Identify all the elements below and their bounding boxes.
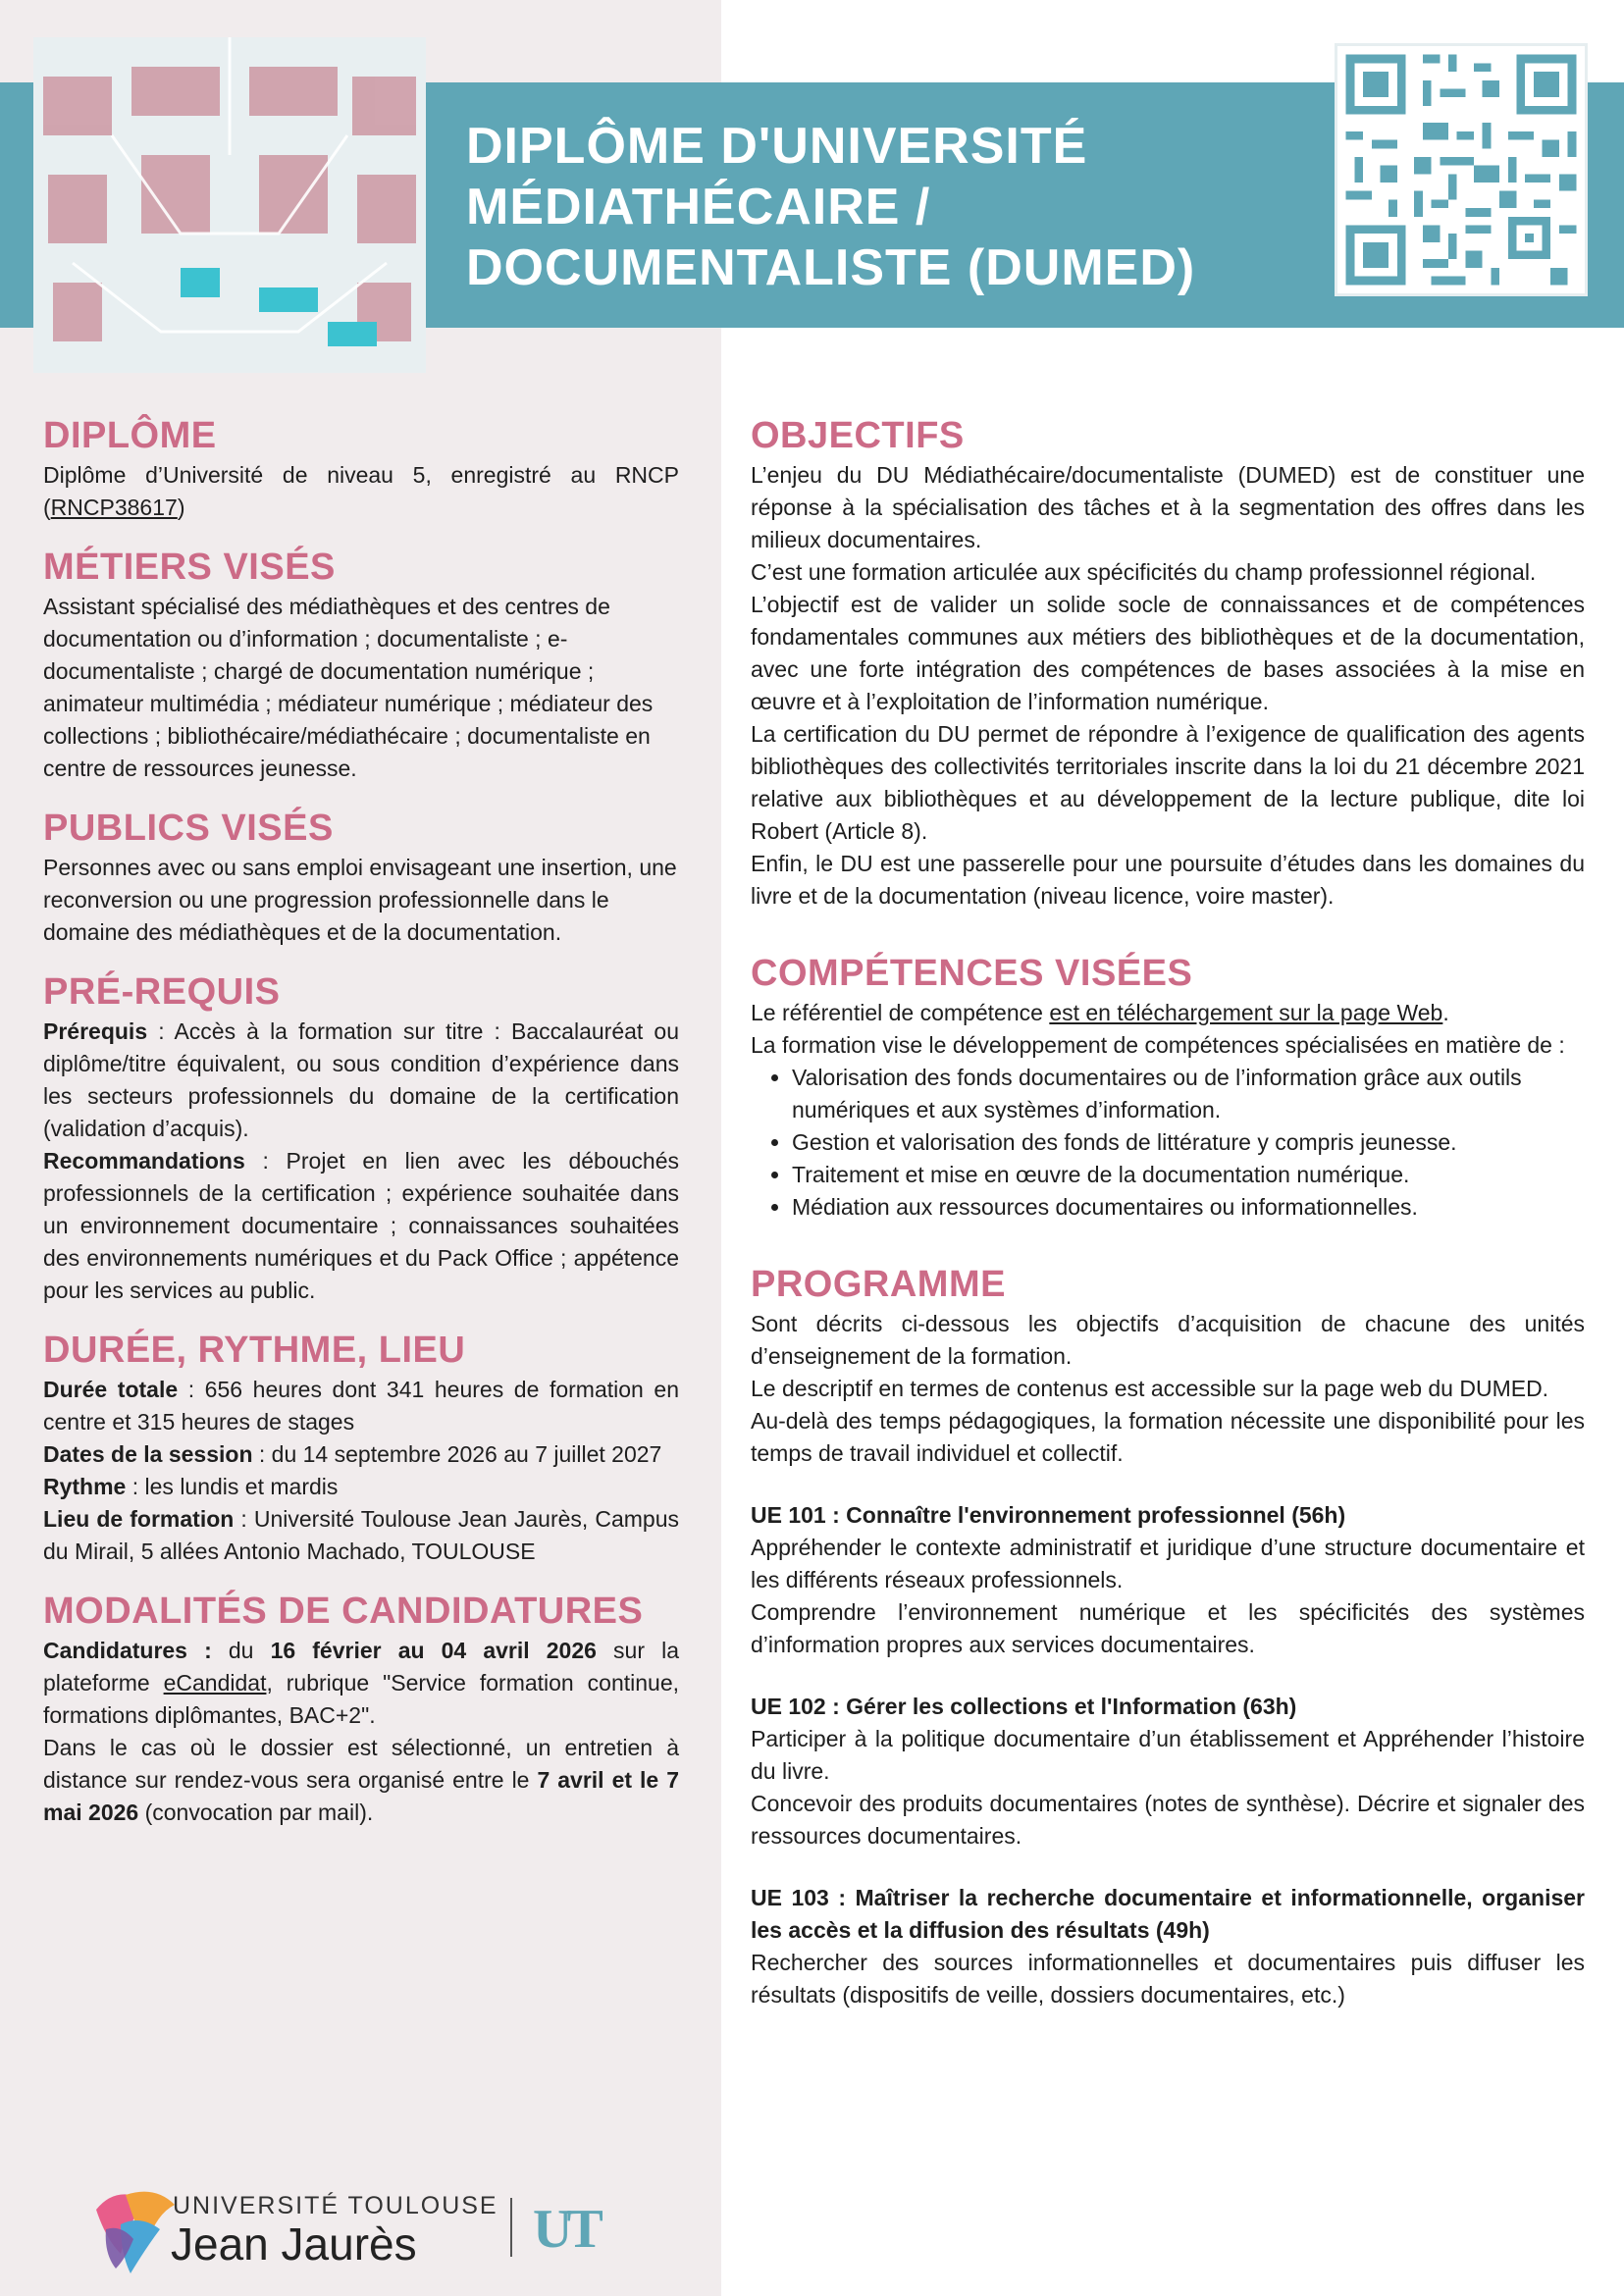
section-objectifs — [751, 412, 1585, 913]
ue-title — [751, 1691, 1585, 1723]
ue-101-p1: Appréhender le contexte administratif et juridique d’une structure documentaire et les différents réseaux professionnels. — [751, 1535, 1585, 1592]
competences-intro-b: . — [1442, 1000, 1449, 1025]
dates-text — [43, 1438, 679, 1471]
candidatures-text-b: sur la plateforme — [43, 1638, 679, 1696]
section-metiers — [43, 544, 679, 785]
section-diplome — [43, 412, 679, 524]
list-item: • Traitement et mise en œuvre de la documentation numérique. — [792, 1159, 1585, 1191]
page-title — [466, 116, 1330, 298]
section-modalites — [43, 1588, 679, 1829]
ecandidat-link[interactable]: eCandidat — [163, 1670, 267, 1696]
lieu-text — [43, 1503, 679, 1568]
publics-text: Personnes avec ou sans emploi envisageant une insertion, une reconversion ou une progression professionnelle dans le domaine des médiathèques et de la documentation. — [43, 855, 677, 945]
heading-prerequis: PRÉ-REQUIS — [43, 971, 281, 1013]
candidatures-text-c: , rubrique "Service formation continue, formations diplômantes, BAC+2". — [43, 1670, 679, 1728]
ue-103-p1: Rechercher des sources informationnelles et documentaires puis diffuser les résultats (dispositifs de veille, dossiers documentaires, etc.) — [751, 1950, 1585, 2008]
rythme-body: : les lundis et mardis — [126, 1474, 339, 1499]
heading-objectifs: OBJECTIFS — [751, 415, 965, 456]
section-duree — [43, 1327, 679, 1568]
diplome-text-body: Diplôme d’Université de niveau 5, enregistré au RNCP ( — [43, 462, 679, 520]
ue-103-title: UE 103 : Maîtriser la recherche documentaire et informationnelle, organiser les accès et la diffusion des résultats (49h) — [751, 1885, 1585, 1943]
metiers-text: Assistant spécialisé des médiathèques et des centres de documentation ou d’information ; documentaliste ; e-documentaliste ; chargé de documentation numérique ; animateur multimédia ; médiateur numérique ; médiateur des collections ; bibliothécaire/médiathécaire ; documentaliste en centre de ressources jeunesse. — [43, 594, 654, 781]
university-name-line1: UNIVERSITÉ TOULOUSE — [173, 2192, 498, 2219]
candidatures-label: Candidatures : — [43, 1638, 212, 1663]
rythme-text — [43, 1471, 679, 1503]
recommandations-body: : Projet en lien avec les débouchés professionnels de la certification ; expérience souhaitée dans un environnement documentaire ; connaissances souhaitées des environnements numériques et du Pack Office ; appétence pour les services au public. — [43, 1148, 679, 1303]
library-photo — [33, 37, 426, 373]
list-item: • Médiation aux ressources documentaires ou informationnelles. — [792, 1191, 1585, 1224]
ue-101 — [751, 1499, 1585, 1661]
objectifs-p2: C’est une formation articulée aux spécificités du champ professionnel régional. — [751, 559, 1537, 585]
prerequis-text — [43, 1016, 679, 1145]
programme-p2: Le descriptif en termes de contenus est accessible sur la page web du DUMED. — [751, 1376, 1549, 1401]
section-competences — [751, 950, 1585, 1224]
ue-103 — [751, 1882, 1585, 2011]
recommandations-label: Recommandations — [43, 1148, 245, 1174]
objectifs-p5: Enfin, le DU est une passerelle pour une poursuite d’études dans les domaines du livre et de la documentation (niveau licence, voire master). — [751, 851, 1585, 909]
objectifs-p1: L’enjeu du DU Médiathécaire/documentaliste (DUMED) est de constituer une réponse à la spécialisation des tâches et à la segmentation des offres dans les milieux documentaires. — [751, 462, 1585, 552]
section-programme — [751, 1261, 1585, 2011]
lieu-body: : Université Toulouse Jean Jaurès, Campus du Mirail, 5 allées Antonio Machado, TOULOUSE — [43, 1506, 680, 1564]
programme-p1: Sont décrits ci-dessous les objectifs d’acquisition de chacune des unités d’enseignement de la formation. — [751, 1311, 1585, 1369]
university-emblem-icon — [86, 2180, 184, 2278]
ue-title — [751, 1882, 1585, 1947]
entretien-dates: 7 avril et le 7 mai 2026 — [43, 1767, 679, 1825]
duree-body: : 656 heures dont 341 heures de formation en centre et 315 heures de stages — [43, 1377, 679, 1435]
objectifs-p3: L’objectif est de valider un solide socle de connaissances et de compétences fondamentales communes aux métiers des bibliothèques et de la documentation, avec une forte intégration des compétences de bases associées à la mise en œuvre et à l’exploitation de l’information numérique. — [751, 592, 1585, 714]
entretien-text-a: Dans le cas où le dossier est sélectionné, un entretien à distance sur rendez-vous sera organisé entre le — [43, 1735, 679, 1793]
prerequis-body: : Accès à la formation sur titre : Baccalauréat ou diplôme/titre équivalent, ou sous condition d’expérience dans les secteurs professionnels du domaine de la certification (validation d’acquis). — [43, 1018, 679, 1141]
programme-p3: Au-delà des temps pédagogiques, la formation nécessite une disponibilité pour les temps de travail individuel et collectif. — [751, 1408, 1585, 1466]
lieu-label: Lieu de formation — [43, 1506, 235, 1532]
heading-metiers: MÉTIERS VISÉS — [43, 547, 336, 588]
dates-body: : du 14 septembre 2026 au 7 juillet 2027 — [252, 1441, 662, 1467]
list-item: • Valorisation des fonds documentaires ou de l’information grâce aux outils numériques et aux systèmes d’information. — [792, 1062, 1585, 1126]
ue-102-title: UE 102 : Gérer les collections et l'Information (63h) — [751, 1694, 1297, 1719]
duree-label: Durée totale — [43, 1377, 179, 1402]
title-line-1: DIPLÔME D'UNIVERSITÉ — [466, 118, 1088, 175]
heading-programme: PROGRAMME — [751, 1264, 1006, 1305]
diplome-text-end: ) — [177, 495, 185, 520]
competences-p2: La formation vise le développement de compétences spécialisées en matière de : — [751, 1032, 1565, 1058]
university-name-line2: Jean Jaurès — [171, 2218, 417, 2270]
competences-intro — [751, 997, 1585, 1029]
ut-monogram: UT — [533, 2199, 598, 2260]
heading-publics: PUBLICS VISÉS — [43, 808, 334, 849]
list-item: • Gestion et valorisation des fonds de littérature y compris jeunesse. — [792, 1126, 1585, 1159]
candidatures-text — [43, 1635, 679, 1732]
competences-list — [751, 1062, 1585, 1224]
ue-101-p2: Comprendre l’environnement numérique et les spécificités des systèmes d’information propres aux services documentaires. — [751, 1599, 1585, 1657]
ue-102 — [751, 1691, 1585, 1852]
objectifs-p4: La certification du DU permet de répondre à l’exigence de qualification des agents bibliothèques des collectivités territoriales inscrite dans la loi du 21 décembre 2021 relative aux bibliothèques et au développement de la lecture publique, dite loi Robert (Article 8). — [751, 721, 1585, 844]
logo-divider — [510, 2198, 512, 2257]
section-prerequis — [43, 968, 679, 1307]
recommandations-text — [43, 1145, 679, 1307]
ue-102-p1: Participer à la politique documentaire d’un établissement et Appréhender l’histoire du livre. — [751, 1726, 1585, 1784]
entretien-text — [43, 1732, 679, 1829]
ue-102-p2: Concevoir des produits documentaires (notes de synthèse). Décrire et signaler des ressources documentaires. — [751, 1791, 1585, 1849]
qr-code[interactable] — [1335, 43, 1588, 296]
title-line-2: MÉDIATHÉCAIRE / — [466, 179, 931, 235]
university-logo — [86, 2180, 636, 2278]
entretien-text-b: (convocation par mail). — [138, 1800, 374, 1825]
section-publics — [43, 805, 679, 949]
right-column — [751, 412, 1585, 2049]
heading-modalites: MODALITÉS DE CANDIDATURES — [43, 1591, 644, 1632]
rncp-link[interactable]: RNCP38617 — [50, 495, 178, 520]
candidatures-text-a: du — [211, 1638, 271, 1663]
dates-label: Dates de la session — [43, 1441, 253, 1467]
candidatures-dates: 16 février au 04 avril 2026 — [270, 1638, 597, 1663]
prerequis-label: Prérequis — [43, 1018, 148, 1044]
ue-101-title: UE 101 : Connaître l'environnement professionnel (56h) — [751, 1502, 1346, 1528]
competences-intro-a: Le référentiel de compétence — [751, 1000, 1050, 1025]
duree-text — [43, 1374, 679, 1438]
heading-duree: DURÉE, RYTHME, LIEU — [43, 1330, 466, 1371]
heading-diplome: DIPLÔME — [43, 415, 217, 456]
ue-title — [751, 1499, 1585, 1532]
referentiel-link[interactable]: est en téléchargement sur la page Web — [1049, 1000, 1443, 1025]
rythme-label: Rythme — [43, 1474, 127, 1499]
title-line-3: DOCUMENTALISTE (DUMED) — [466, 239, 1196, 296]
left-column — [43, 412, 679, 1849]
heading-competences: COMPÉTENCES VISÉES — [751, 953, 1193, 994]
diplome-text — [43, 459, 679, 524]
